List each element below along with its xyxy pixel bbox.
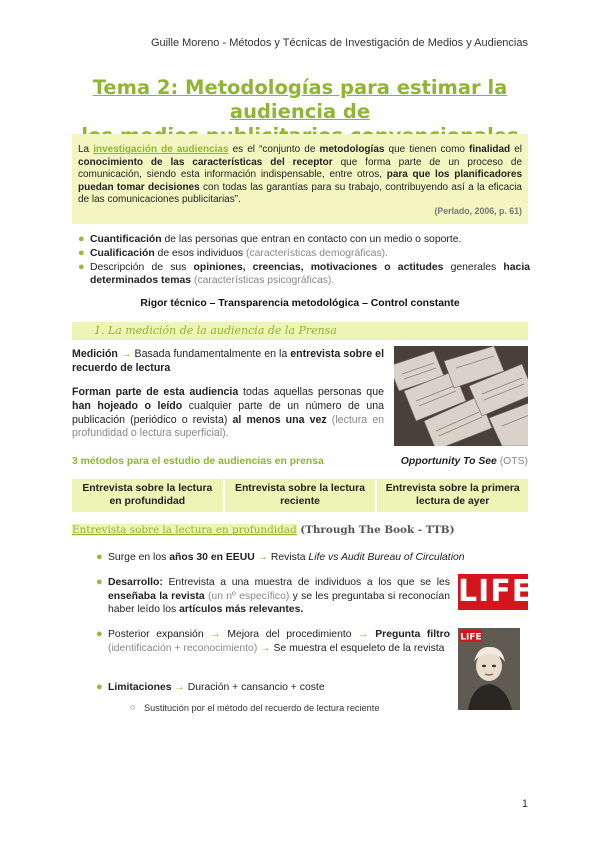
quote-text: que tienen como: [384, 144, 470, 155]
quote-text: que forma parte de un proceso de comunicación, siendo esta información indispensable, entre otros,: [78, 156, 523, 181]
bullet-icon: ●: [96, 628, 103, 640]
bullet-icon: ●: [96, 681, 103, 693]
life-magazine-cover: [458, 628, 520, 710]
subsection-heading: [72, 524, 455, 536]
list-item: ● Surge en los años 30 en EEUU → Revista Life vs Audit Bureau of Circulation: [96, 551, 465, 563]
section-heading-1: [72, 322, 528, 340]
quote-link-term: investigación de audiencias: [93, 144, 229, 155]
newspapers-photo: [394, 346, 528, 446]
list-item: ● Limitaciones → Duración + cansancio + coste: [96, 681, 325, 693]
sub-list-item: ○ Sustitución por el método del recuerdo de lectura reciente: [130, 702, 380, 713]
circle-bullet-icon: ○: [130, 702, 136, 712]
running-header: Guille Moreno - Métodos y Técnicas de Investigación de Medios y Audiencias: [150, 37, 528, 49]
definition-quote-box: [72, 134, 528, 224]
quote-bold: conocimiento de las características del receptor: [78, 156, 333, 168]
list-item: ● Posterior expansión → Mejora del procedimiento → Pregunta filtro (identificación + reconocimiento) → Se muestra el esqueleto de la revista: [96, 628, 450, 654]
list-item: ● Cualificación de esos individuos (características demográficas).: [78, 247, 388, 259]
bullet-icon: ●: [78, 233, 85, 245]
list-item: ● Descripción de sus opiniones, creencias, motivaciones o actitudes generales hacia determinados temas (características psicográficas).: [78, 261, 530, 286]
bullet-icon: ●: [96, 576, 103, 588]
quote-bold: metodologías: [319, 144, 385, 155]
methods-title: 3 métodos para el estudio de audiencias en prensa: [72, 456, 324, 467]
page-number: 1: [521, 798, 528, 810]
magazine-cover-image: [458, 628, 520, 710]
quote-text: con todas las garantías para su trabajo, contribuyendo así a la eficacia de las comunicaciones publicitarias”.: [78, 181, 522, 206]
subsection-title: Entrevista sobre la lectura en profundidad: [72, 524, 297, 536]
quote-text: es el “conjunto de: [228, 144, 320, 155]
bullet-icon: ●: [96, 551, 103, 563]
bullet-icon: ●: [78, 247, 85, 259]
rigor-line: Rigor técnico – Transparencia metodológica – Control constante: [140, 298, 460, 309]
quote-text: el: [510, 144, 523, 155]
section-heading-text: 1. La medición de la audiencia de la Prensa: [94, 324, 337, 337]
life-logo: LIFE: [458, 574, 534, 609]
methods-table: [72, 479, 528, 512]
arrow-icon: →: [117, 348, 135, 360]
medicion-paragraph: Medición → Basada fundamentalmente en la entrevista sobre el recuerdo de lectura: [72, 348, 385, 374]
table-cell: Entrevista sobre la primera lectura de ayer: [377, 479, 528, 512]
list-item: ● Cuantificación de las personas que entran en contacto con un medio o soporte.: [78, 233, 462, 245]
quote-bold: para que los planificadores puedan tomar decisiones: [78, 169, 523, 193]
newspapers-image: [394, 346, 528, 446]
table-cell: Entrevista sobre la lectura en profundidad: [72, 479, 225, 512]
quote-bold: finalidad: [469, 144, 511, 155]
table-cell: Entrevista sobre la lectura reciente: [225, 479, 378, 512]
subsection-acronym: (Through The Book - TTB): [296, 524, 455, 536]
title-line-1: Tema 2: Metodologías para estimar la audiencia de: [92, 76, 508, 123]
svg-text:LIFE: LIFE: [460, 632, 482, 643]
quote-citation: (Perlado, 2006, p. 61): [434, 206, 522, 217]
list-item: ● Desarrollo: Entrevista a una muestra de individuos a los que se les enseñaba la revista (un nº específico) y se les preguntaba si reconocían haber leído los artículos más relevantes.: [96, 576, 450, 616]
forman-paragraph: Forman parte de esta audiencia todas aquellas personas que han hojeado o leído cualquier parte de un número de una publicación (periódico o revista) al menos una vez (lectura en profundidad o lectura superficial).: [72, 386, 385, 440]
ots-label: Opportunity To See (OTS): [400, 456, 528, 467]
quote-text: La: [78, 144, 94, 155]
bullet-icon: ●: [78, 261, 85, 273]
